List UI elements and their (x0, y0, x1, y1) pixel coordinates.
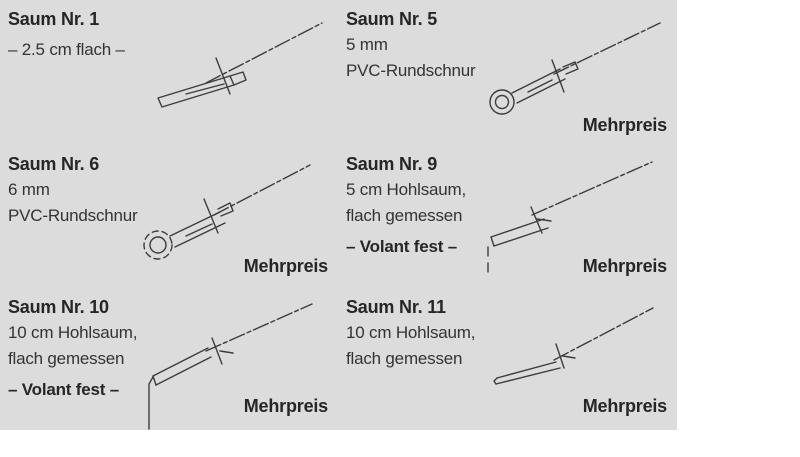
panel-title: Saum Nr. 9 (346, 154, 438, 174)
panel-spec-line-1: 10 cm Hohlsaum, (8, 323, 138, 342)
seam-panel-saum-6 (0, 145, 338, 288)
panel-title: Saum Nr. 6 (8, 154, 100, 174)
panel-note: – 2.5 cm flach – (8, 40, 125, 59)
surcharge-label: Mehrpreis (243, 396, 328, 416)
panel-text (346, 151, 466, 260)
panel-spec-line-1: 5 mm (346, 35, 388, 54)
surcharge-label: Mehrpreis (243, 256, 328, 276)
surcharge-label: Mehrpreis (582, 256, 667, 276)
seam-panel-saum-5 (338, 0, 677, 145)
seam-panel-saum-9 (338, 145, 677, 288)
panel-title: Saum Nr. 5 (346, 9, 438, 29)
seam-panel-saum-1 (0, 0, 338, 145)
panel-spec-line-1: 5 cm Hohlsaum, (346, 180, 467, 199)
panel-note: – Volant fest – (346, 237, 457, 256)
panel-text (8, 294, 137, 403)
panel-spec-line-2: flach gemessen (346, 349, 463, 368)
panel-text (8, 151, 137, 234)
panel-note: – Volant fest – (8, 380, 119, 399)
panel-title: Saum Nr. 1 (8, 9, 100, 29)
seam-panel-saum-11 (338, 288, 677, 430)
panel-spec-line-2: PVC-Rundschnur (8, 206, 138, 225)
panel-spec-line-2: PVC-Rundschnur (346, 61, 476, 80)
surcharge-label: Mehrpreis (582, 396, 667, 416)
panel-spec-line-1: 10 cm Hohlsaum, (346, 323, 476, 342)
panel-spec-line-1: 6 mm (8, 180, 50, 199)
panel-title: Saum Nr. 11 (346, 297, 446, 317)
flat-seam-drawing (140, 12, 335, 117)
pvc-cord-seam-drawing (448, 10, 673, 122)
panel-spec-line-2: flach gemessen (346, 206, 463, 225)
seam-panel-saum-10 (0, 288, 338, 430)
panel-spec-line-2: flach gemessen (8, 349, 125, 368)
panel-text (8, 6, 125, 63)
pvc-cord-seam-drawing (128, 153, 333, 271)
surcharge-label: Mehrpreis (582, 115, 667, 135)
panel-text (346, 294, 475, 377)
panel-title: Saum Nr. 10 (8, 297, 109, 317)
